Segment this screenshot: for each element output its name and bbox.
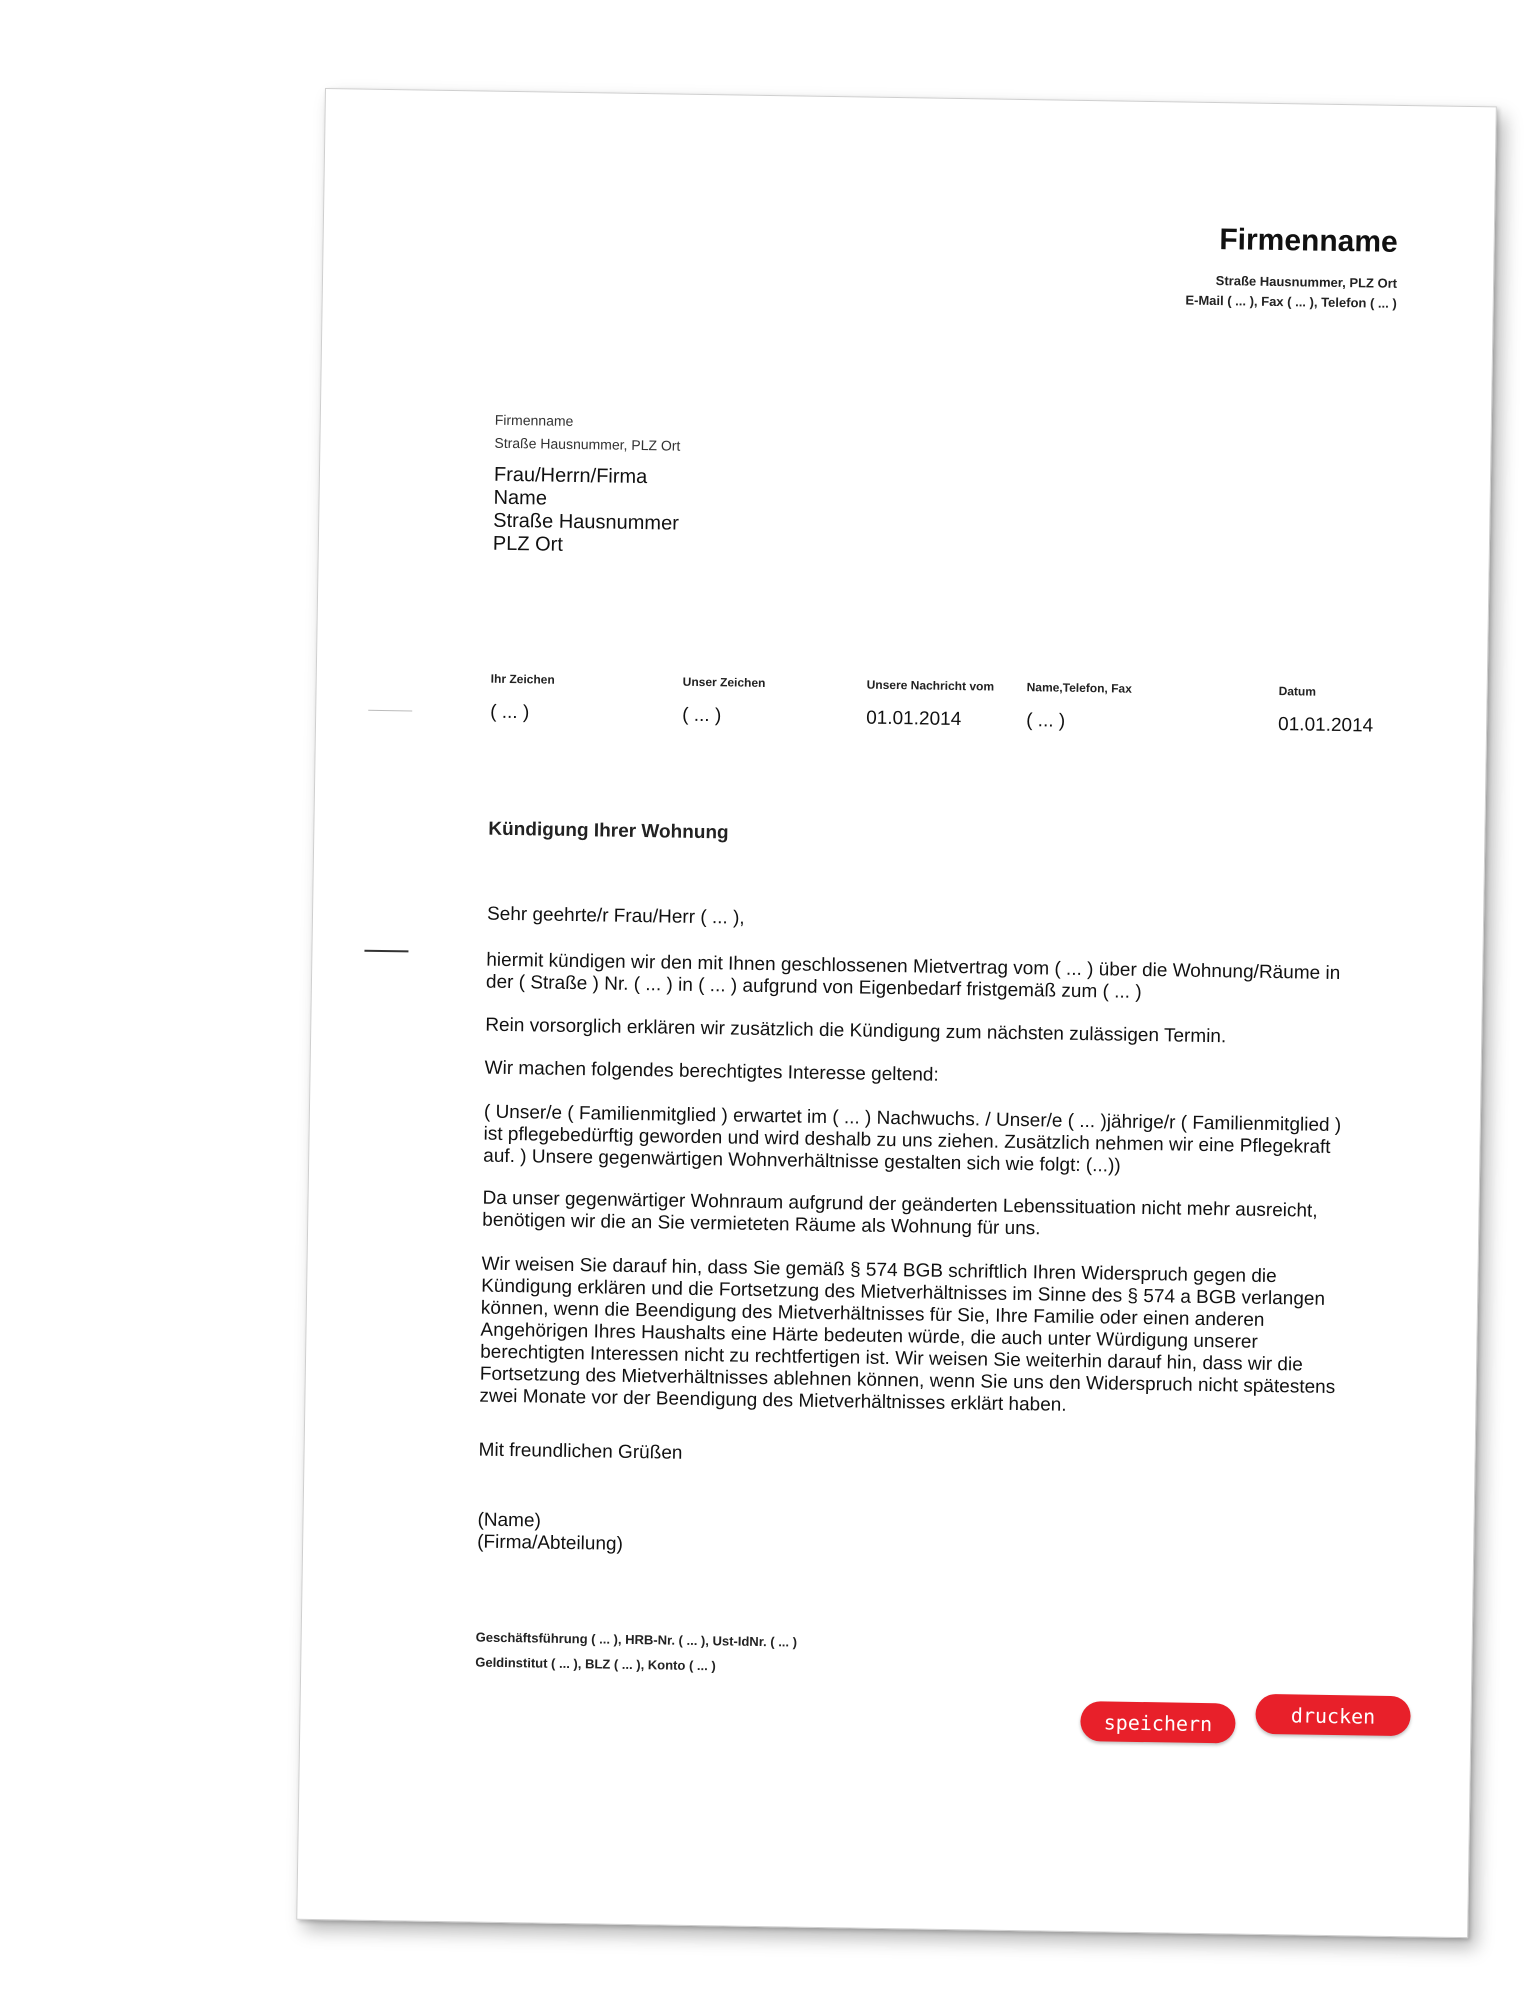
footer-line1: Geschäftsführung ( ... ), HRB-Nr. ( ... ), Ust-IdNr. ( ... ) [475,1629,798,1650]
ref-label-ihr-zeichen: Ihr Zeichen [490,671,555,687]
body-paragraph-4: ( Unser/e ( Familienmitglied ) erwartet im ( ... ) Nachwuchs. / Unser/e ( ... )jährige/r ( Familienmitglied ) ist pflegebedürftig geworden und wird deshalb zu uns ziehen. Zusätzlich nehmen wir eine Pflegekraft auf. ) Unsere gegenwärtigen Wohnverhältnisse gestalten sich wie folgt: (...)) [483,1101,1342,1177]
punch-mark [364,950,408,953]
ref-value-unser-zeichen: ( ... ) [682,704,722,727]
body-paragraph-3: Wir machen folgendes berechtigtes Interesse geltend: [484,1057,939,1086]
letter-subject: Kündigung Ihrer Wohnung [488,818,729,844]
closing: Mit freundlichen Grüßen [478,1439,683,1464]
save-button[interactable]: speichern [1080,1701,1236,1743]
recipient-line2: Name [493,486,548,510]
letter-page [296,88,1497,1938]
recipient-line3: Straße Hausnummer [493,509,679,535]
recipient-line1: Frau/Herrn/Firma [493,463,648,489]
ref-value-nachricht: 01.01.2014 [866,707,962,731]
sender-address: Straße Hausnummer, PLZ Ort [494,434,681,454]
recipient-line4: PLZ Ort [492,532,564,556]
body-paragraph-1: hiermit kündigen wir den mit Ihnen geschlossenen Mietvertrag vom ( ... ) über die Wohnung/Räume in der ( Straße ) Nr. ( ... ) in ( ... ) aufgrund von Eigenbedarf fristgemäß zum ( ... ) [485,949,1341,1003]
letterhead-contacts: E-Mail ( ... ), Fax ( ... ), Telefon ( ... ) [1185,292,1397,311]
fold-mark [368,710,412,712]
letterhead-address: Straße Hausnummer, PLZ Ort [1215,273,1398,291]
ref-value-name-telefon: ( ... ) [1025,710,1066,732]
ref-label-name-telefon: Name,Telefon, Fax [1026,680,1132,696]
body-paragraph-2: Rein vorsorglich erklären wir zusätzlich die Kündigung zum nächsten zulässigen Termin. [485,1014,1227,1048]
ref-value-ihr-zeichen: ( ... ) [490,701,530,724]
sender-name: Firmenname [494,411,574,429]
ref-value-datum: 01.01.2014 [1277,714,1374,737]
ref-label-unser-zeichen: Unser Zeichen [682,674,766,690]
ref-label-nachricht: Unsere Nachricht vom [866,677,995,694]
signature-department: (Firma/Abteilung) [477,1531,624,1555]
salutation: Sehr geehrte/r Frau/Herr ( ... ), [486,903,745,929]
body-paragraph-6: Wir weisen Sie darauf hin, dass Sie gemäß § 574 BGB schriftlich Ihren Widerspruch gegen die Kündigung erklären und die Fortsetzung des Mietverhältnisses im Sinne des § 574 a BGB verlangen können, wenn die Beendigung des Mietverhältnisses für Sie, Ihre Familie oder einen anderen Angehörigen Ihres Haushalts eine Härte bedeuten würde, die auch unter Würdigung unserer berechtigten Interessen nicht zu rechtfertigen ist. Wir weisen Sie weiterhin darauf hin, dass wir die Fortsetzung des Mietverhältnisses ablehnen können, wenn Sie uns den Widerspruch nicht spätestens zwei Monate vor der Beendigung des Mietverhältnisses erklärt haben. [479,1253,1336,1416]
footer-line2: Geldinstitut ( ... ), BLZ ( ... ), Konto ( ... ) [475,1654,716,1674]
ref-label-datum: Datum [1278,684,1317,699]
print-button[interactable]: drucken [1255,1694,1411,1736]
letterhead-company: Firmenname [1219,223,1398,259]
body-paragraph-5: Da unser gegenwärtiger Wohnraum aufgrund der geänderten Lebenssituation nicht mehr ausreicht, benötigen wir die an Sie vermieteten Räume als Wohnung für uns. [482,1187,1318,1240]
signature-name: (Name) [477,1509,542,1532]
